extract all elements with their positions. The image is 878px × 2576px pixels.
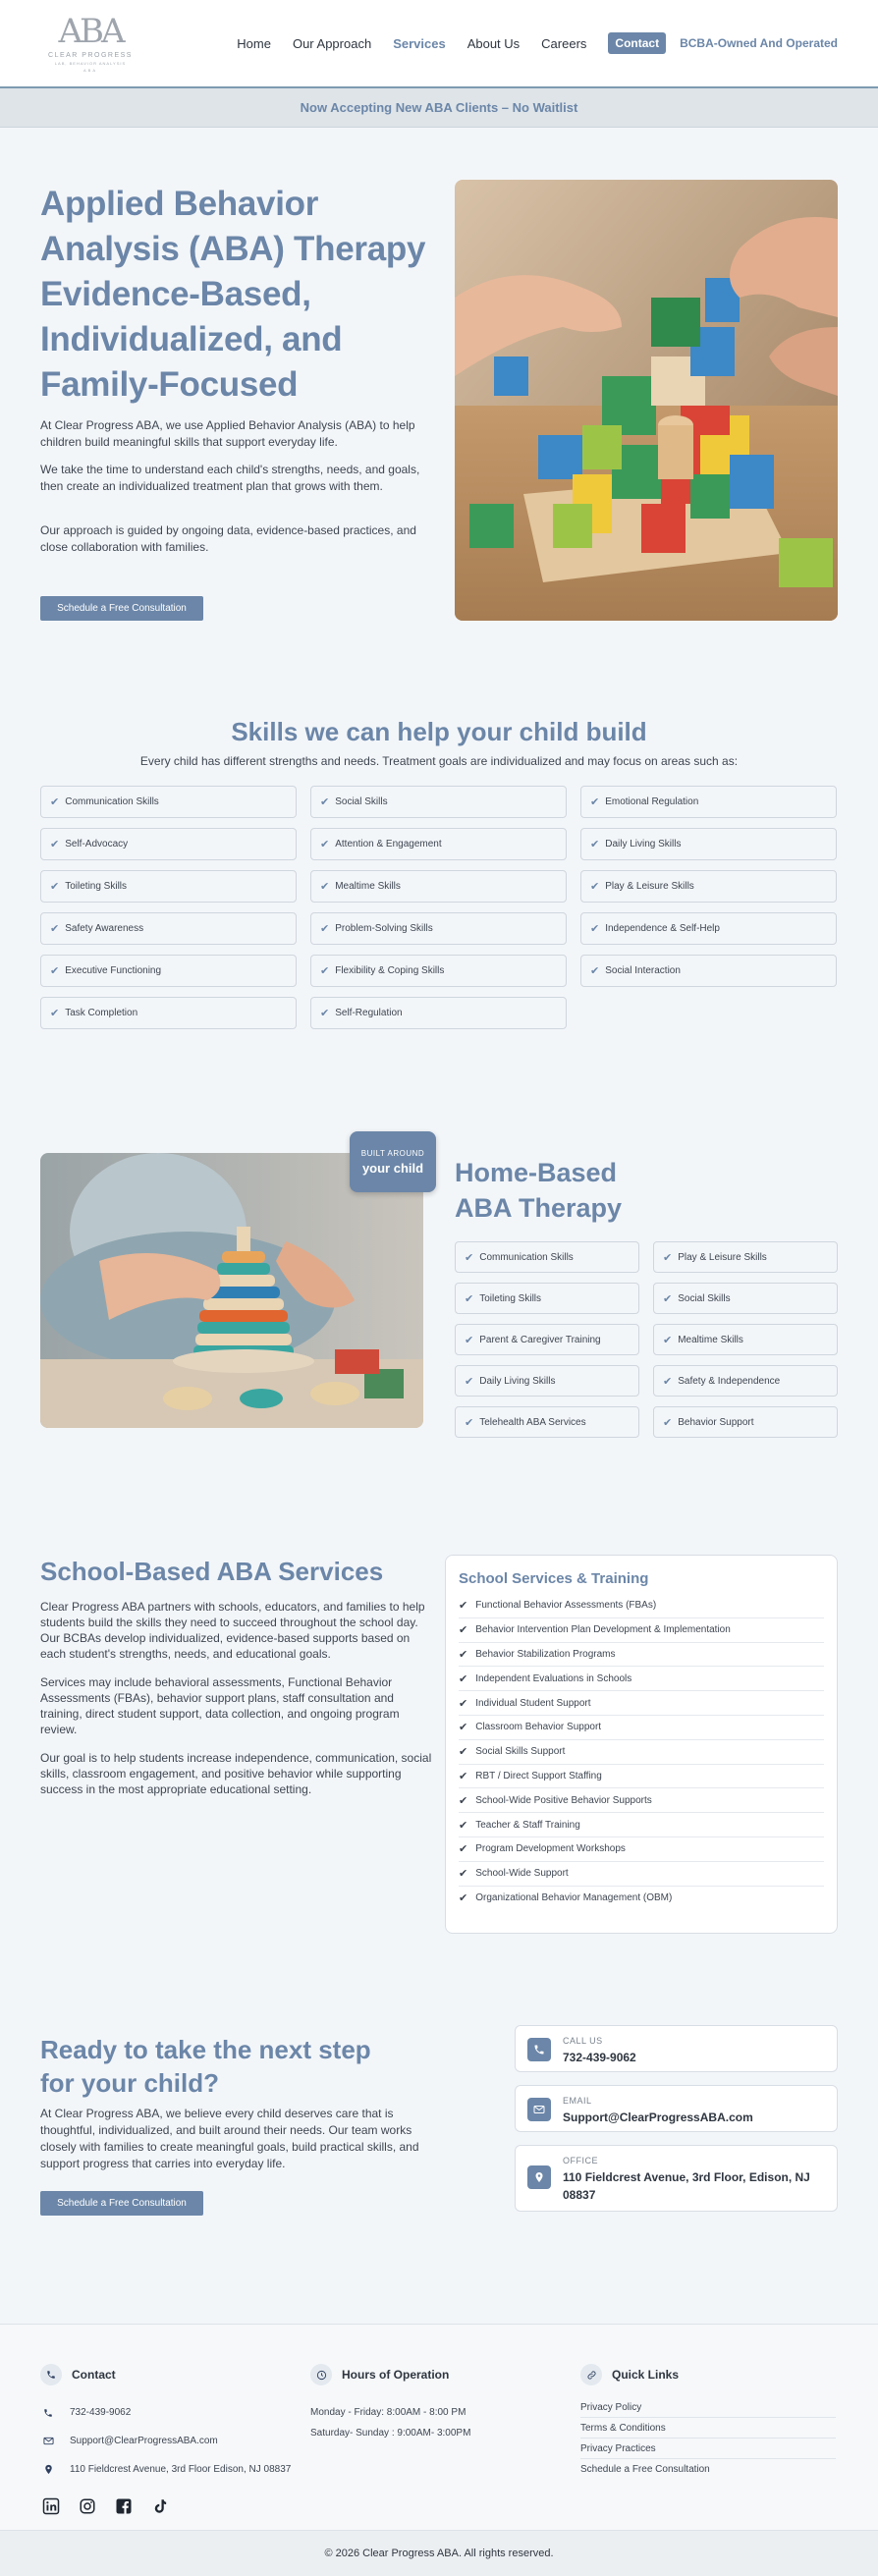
school-service-label: Individual Student Support (475, 1697, 591, 1709)
home-service-label: Social Skills (678, 1292, 731, 1304)
home-service-chip (455, 1324, 639, 1355)
home-service-chip (455, 1365, 639, 1397)
logo-sub: ABA (82, 67, 97, 73)
home-service-label: Behavior Support (678, 1416, 754, 1428)
cta-title: Ready to take the next step for your child? (40, 2035, 371, 2098)
copyright-text: © 2026 Clear Progress ABA. All rights reserved. (324, 2548, 554, 2559)
call-us-value: 732-439-9062 (563, 2051, 636, 2064)
link-icon (580, 2364, 602, 2385)
check-icon: ✔ (663, 1416, 673, 1429)
skill-label: Executive Functioning (65, 965, 162, 976)
copyright-bar (0, 2530, 878, 2576)
banner-text: Now Accepting New ABA Clients – No Waitlist (300, 100, 578, 115)
check-icon: ✔ (459, 1843, 468, 1856)
school-based-title: School-Based ABA Services (40, 1557, 384, 1586)
home-service-chip (653, 1365, 838, 1397)
skill-chip (580, 870, 837, 903)
check-icon: ✔ (459, 1600, 468, 1613)
announcement-banner (0, 88, 878, 128)
school-service-label: Behavior Stabilization Programs (475, 1648, 616, 1660)
school-service-label: Teacher & Staff Training (475, 1819, 580, 1831)
home-service-label: Toileting Skills (479, 1292, 542, 1304)
school-service-item (459, 1837, 824, 1862)
nav-careers[interactable]: Careers (541, 35, 587, 51)
badge-line-1: BUILT AROUND (360, 1148, 425, 1158)
check-icon: ✔ (459, 1624, 468, 1637)
nav-services[interactable]: Services (393, 35, 446, 51)
office-value: 110 Fieldcrest Avenue, 3rd Floor, Edison, NJ 08837 (563, 2170, 810, 2202)
footer-hours-title: Hours of Operation (342, 2368, 450, 2382)
check-icon: ✔ (459, 1722, 468, 1734)
phone-icon (40, 2364, 62, 2385)
school-service-item (459, 1643, 824, 1668)
footer-links-title: Quick Links (612, 2368, 680, 2382)
school-service-item (459, 1716, 824, 1740)
footer-email[interactable] (40, 2436, 291, 2446)
email-label: EMAIL (563, 2096, 592, 2106)
school-paragraph-2: Services may include behavioral assessments, Functional Behavior Assessments (FBAs), behavior support plans, staff consultation and training, direct student support, data collection, and ongoing program review. (40, 1675, 400, 1736)
skill-chip (310, 828, 567, 860)
check-icon: ✔ (590, 923, 600, 935)
location-pin-icon (40, 2464, 56, 2475)
school-service-label: School-Wide Support (475, 1868, 569, 1880)
home-service-chip (455, 1241, 639, 1273)
school-service-item (459, 1691, 824, 1716)
footer-address (40, 2464, 291, 2475)
footer-hours-heading (310, 2364, 470, 2385)
check-icon: ✔ (320, 923, 330, 935)
nav-our-approach[interactable]: Our Approach (292, 35, 372, 51)
skill-label: Play & Leisure Skills (605, 881, 694, 892)
school-service-label: Social Skills Support (475, 1746, 566, 1758)
footer-link-terms[interactable]: Terms & Conditions (580, 2418, 836, 2439)
hero-paragraph-2: We take the time to understand each child's strengths, needs, and goals, then create an individualized treatment plan that grows with them. (40, 463, 420, 493)
school-services-card (445, 1555, 838, 1934)
home-service-label: Safety & Independence (678, 1375, 781, 1387)
skill-label: Problem-Solving Skills (335, 923, 433, 934)
mail-icon (527, 2098, 551, 2121)
school-service-item (459, 1667, 824, 1691)
home-based-title (455, 1155, 622, 1226)
check-icon: ✔ (663, 1334, 673, 1346)
call-us-card[interactable] (515, 2025, 838, 2072)
home-service-chip (455, 1406, 639, 1438)
site-footer (0, 2324, 878, 2530)
school-service-label: RBT / Direct Support Staffing (475, 1770, 602, 1781)
skill-chip (310, 912, 567, 945)
phone-icon (527, 2038, 551, 2061)
cta-schedule-button[interactable]: Schedule a Free Consultation (40, 2191, 203, 2216)
school-paragraph-3: Our goal is to help students increase independence, communication, social skills, classroom engagement, and positive behavior while supporting success in the most appropriate educational setting. (40, 1751, 432, 1796)
school-service-label: Functional Behavior Assessments (FBAs) (475, 1600, 657, 1612)
nav-home[interactable]: Home (237, 35, 271, 51)
school-service-item (459, 1887, 824, 1911)
home-services-grid (455, 1241, 838, 1438)
school-service-item (459, 1788, 824, 1813)
check-icon: ✔ (320, 965, 330, 977)
check-icon: ✔ (590, 796, 600, 808)
home-service-label: Telehealth ABA Services (479, 1416, 586, 1428)
check-icon: ✔ (465, 1292, 474, 1305)
skill-label: Self-Regulation (335, 1008, 403, 1018)
skill-label: Attention & Engagement (335, 839, 442, 850)
check-icon: ✔ (663, 1375, 673, 1388)
school-service-label: Behavior Intervention Plan Development & Implementation (475, 1624, 731, 1636)
location-pin-icon (527, 2165, 551, 2189)
footer-email-text: Support@ClearProgressABA.com (70, 2436, 218, 2446)
check-icon: ✔ (465, 1375, 474, 1388)
logo-mark: ABA (58, 11, 123, 51)
home-service-label: Parent & Caregiver Training (479, 1334, 601, 1345)
home-title-line-2: ABA Therapy (455, 1193, 623, 1223)
check-icon: ✔ (459, 1770, 468, 1782)
footer-links-heading (580, 2364, 836, 2385)
check-icon: ✔ (465, 1251, 474, 1264)
school-service-item (459, 1618, 824, 1643)
check-icon: ✔ (465, 1334, 474, 1346)
skill-chip (40, 912, 297, 945)
skill-label: Flexibility & Coping Skills (335, 965, 445, 976)
check-icon: ✔ (459, 1794, 468, 1807)
skill-chip (310, 997, 567, 1029)
footer-contact-title: Contact (72, 2368, 116, 2382)
footer-phone-text: 732-439-9062 (70, 2407, 132, 2418)
office-card[interactable] (515, 2145, 838, 2212)
check-icon: ✔ (50, 839, 60, 850)
main-nav (215, 32, 838, 54)
school-service-label: Organizational Behavior Management (OBM) (475, 1892, 673, 1904)
home-service-chip (653, 1324, 838, 1355)
home-service-label: Communication Skills (479, 1251, 574, 1263)
office-label: OFFICE (563, 2156, 598, 2165)
skill-chip (580, 828, 837, 860)
footer-phone[interactable] (40, 2407, 291, 2418)
skill-chip (310, 870, 567, 903)
check-icon: ✔ (320, 796, 330, 808)
skill-chip (310, 786, 567, 818)
check-icon: ✔ (50, 965, 60, 977)
school-based-section (0, 1517, 878, 1984)
clock-icon (310, 2364, 332, 2385)
check-icon: ✔ (590, 881, 600, 893)
check-icon: ✔ (459, 1868, 468, 1881)
skills-grid (40, 786, 838, 1029)
school-service-item (459, 1862, 824, 1887)
check-icon: ✔ (459, 1697, 468, 1710)
skill-label: Safety Awareness (65, 923, 144, 934)
built-around-badge (350, 1131, 436, 1192)
home-image-stacking-rings (40, 1153, 423, 1428)
hero-title: Applied Behavior Analysis (ABA) Therapy Evidence-Based, Individualized, and Family-Focused (40, 185, 426, 404)
check-icon: ✔ (459, 1746, 468, 1759)
email-card[interactable] (515, 2085, 838, 2132)
home-title-line-1: Home-Based (455, 1158, 618, 1187)
email-value: Support@ClearProgressABA.com (563, 2110, 753, 2124)
check-icon: ✔ (465, 1416, 474, 1429)
cta-text: At Clear Progress ABA, we believe every child deserves care that is thoughtful, individualized, and built around their needs. Our team works closely with families to create meaningful goals, build practical skills, and support progress that carries into everyday life. (40, 2107, 419, 2170)
cta-section (0, 1984, 878, 2324)
footer-link-schedule[interactable]: Schedule a Free Consultation (580, 2464, 710, 2475)
skill-chip (580, 955, 837, 987)
bcba-owned-label: BCBA-Owned And Operated (680, 36, 838, 50)
school-service-label: Independent Evaluations in Schools (475, 1672, 632, 1684)
logo[interactable] (41, 4, 139, 82)
home-based-section (0, 1120, 878, 1517)
footer-links-column (580, 2364, 836, 2480)
check-icon: ✔ (459, 1819, 468, 1832)
school-services-card-title: School Services & Training (459, 1570, 649, 1587)
footer-hours-weekend: Saturday- Sunday : 9:00AM- 3:00PM (310, 2428, 471, 2439)
home-service-label: Play & Leisure Skills (678, 1251, 767, 1263)
nav-contact-button[interactable]: Contact (608, 32, 666, 54)
skills-title: Skills we can help your child build (231, 717, 647, 746)
check-icon: ✔ (459, 1648, 468, 1661)
skill-label: Daily Living Skills (605, 839, 682, 850)
skills-section (0, 648, 878, 1120)
school-service-item (459, 1765, 824, 1789)
skill-chip (40, 786, 297, 818)
phone-icon (40, 2408, 56, 2418)
school-service-label: Classroom Behavior Support (475, 1722, 602, 1733)
hero-section (0, 128, 878, 648)
footer-hours-weekday: Monday - Friday: 8:00AM - 8:00 PM (310, 2407, 466, 2418)
skill-label: Social Skills (335, 796, 388, 807)
skill-label: Task Completion (65, 1008, 138, 1018)
check-icon: ✔ (50, 1008, 60, 1019)
skill-chip (580, 912, 837, 945)
site-header (0, 0, 878, 88)
check-icon: ✔ (50, 881, 60, 893)
nav-about-us[interactable]: About Us (466, 35, 521, 51)
mail-icon (40, 2436, 56, 2446)
check-icon: ✔ (663, 1251, 673, 1264)
logo-tagline: LAB, BEHAVIOR ANALYSIS (54, 60, 127, 66)
skill-chip (40, 828, 297, 860)
footer-link-privacy-practices[interactable]: Privacy Practices (580, 2439, 836, 2459)
footer-contact-heading (40, 2364, 291, 2385)
school-service-label: Program Development Workshops (475, 1843, 626, 1855)
skill-label: Communication Skills (65, 796, 159, 807)
skill-label: Mealtime Skills (335, 881, 401, 892)
home-service-chip (455, 1283, 639, 1314)
home-service-label: Daily Living Skills (479, 1375, 556, 1387)
hero-schedule-button[interactable]: Schedule a Free Consultation (40, 596, 203, 621)
school-service-label: School-Wide Positive Behavior Supports (475, 1794, 652, 1806)
school-service-item (459, 1740, 824, 1765)
check-icon: ✔ (320, 1008, 330, 1019)
home-service-chip (653, 1406, 838, 1438)
hero-image-building-blocks (455, 180, 838, 621)
hero-paragraph-1: At Clear Progress ABA, we use Applied Behavior Analysis (ABA) to help children build meaningful skills that support everyday life. (40, 418, 415, 449)
footer-links-list (580, 2397, 836, 2480)
school-service-item (459, 1594, 824, 1618)
check-icon: ✔ (50, 923, 60, 935)
skills-subtitle: Every child has different strengths and needs. Treatment goals are individualized and may focus on areas such as: (139, 754, 739, 768)
home-service-label: Mealtime Skills (678, 1334, 743, 1345)
school-service-item (459, 1813, 824, 1837)
footer-contact-column (40, 2364, 291, 2475)
home-service-chip (653, 1241, 838, 1273)
check-icon: ✔ (320, 839, 330, 850)
check-icon: ✔ (590, 965, 600, 977)
logo-name: CLEAR PROGRESS (48, 51, 133, 59)
skill-chip (40, 870, 297, 903)
school-paragraph-1: Clear Progress ABA partners with schools, educators, and families to help students build the skills they need to succeed throughout the school day. Our BCBAs develop individualized, evidence-based supports based on each student's strengths, needs, and educational goals. (40, 1600, 425, 1661)
skill-chip (40, 955, 297, 987)
skill-label: Independence & Self-Help (605, 923, 720, 934)
footer-address-text: 110 Fieldcrest Avenue, 3rd Floor Edison, NJ 08837 (70, 2464, 292, 2475)
check-icon: ✔ (459, 1672, 468, 1685)
skill-label: Self-Advocacy (65, 839, 129, 850)
footer-link-privacy-policy[interactable]: Privacy Policy (580, 2397, 836, 2418)
home-service-chip (653, 1283, 838, 1314)
badge-line-2: your child (361, 1160, 424, 1176)
check-icon: ✔ (459, 1892, 468, 1905)
check-icon: ✔ (663, 1292, 673, 1305)
check-icon: ✔ (50, 796, 60, 808)
skill-label: Social Interaction (605, 965, 681, 976)
skill-chip (40, 997, 297, 1029)
call-us-label: CALL US (563, 2036, 603, 2046)
footer-hours-column (310, 2364, 470, 2439)
skill-label: Toileting Skills (65, 881, 128, 892)
check-icon: ✔ (590, 839, 600, 850)
skill-chip (580, 786, 837, 818)
hero-paragraph-3: Our approach is guided by ongoing data, evidence-based practices, and close collaboration with families. (40, 523, 416, 554)
skill-chip (310, 955, 567, 987)
skill-label: Emotional Regulation (605, 796, 699, 807)
check-icon: ✔ (320, 881, 330, 893)
